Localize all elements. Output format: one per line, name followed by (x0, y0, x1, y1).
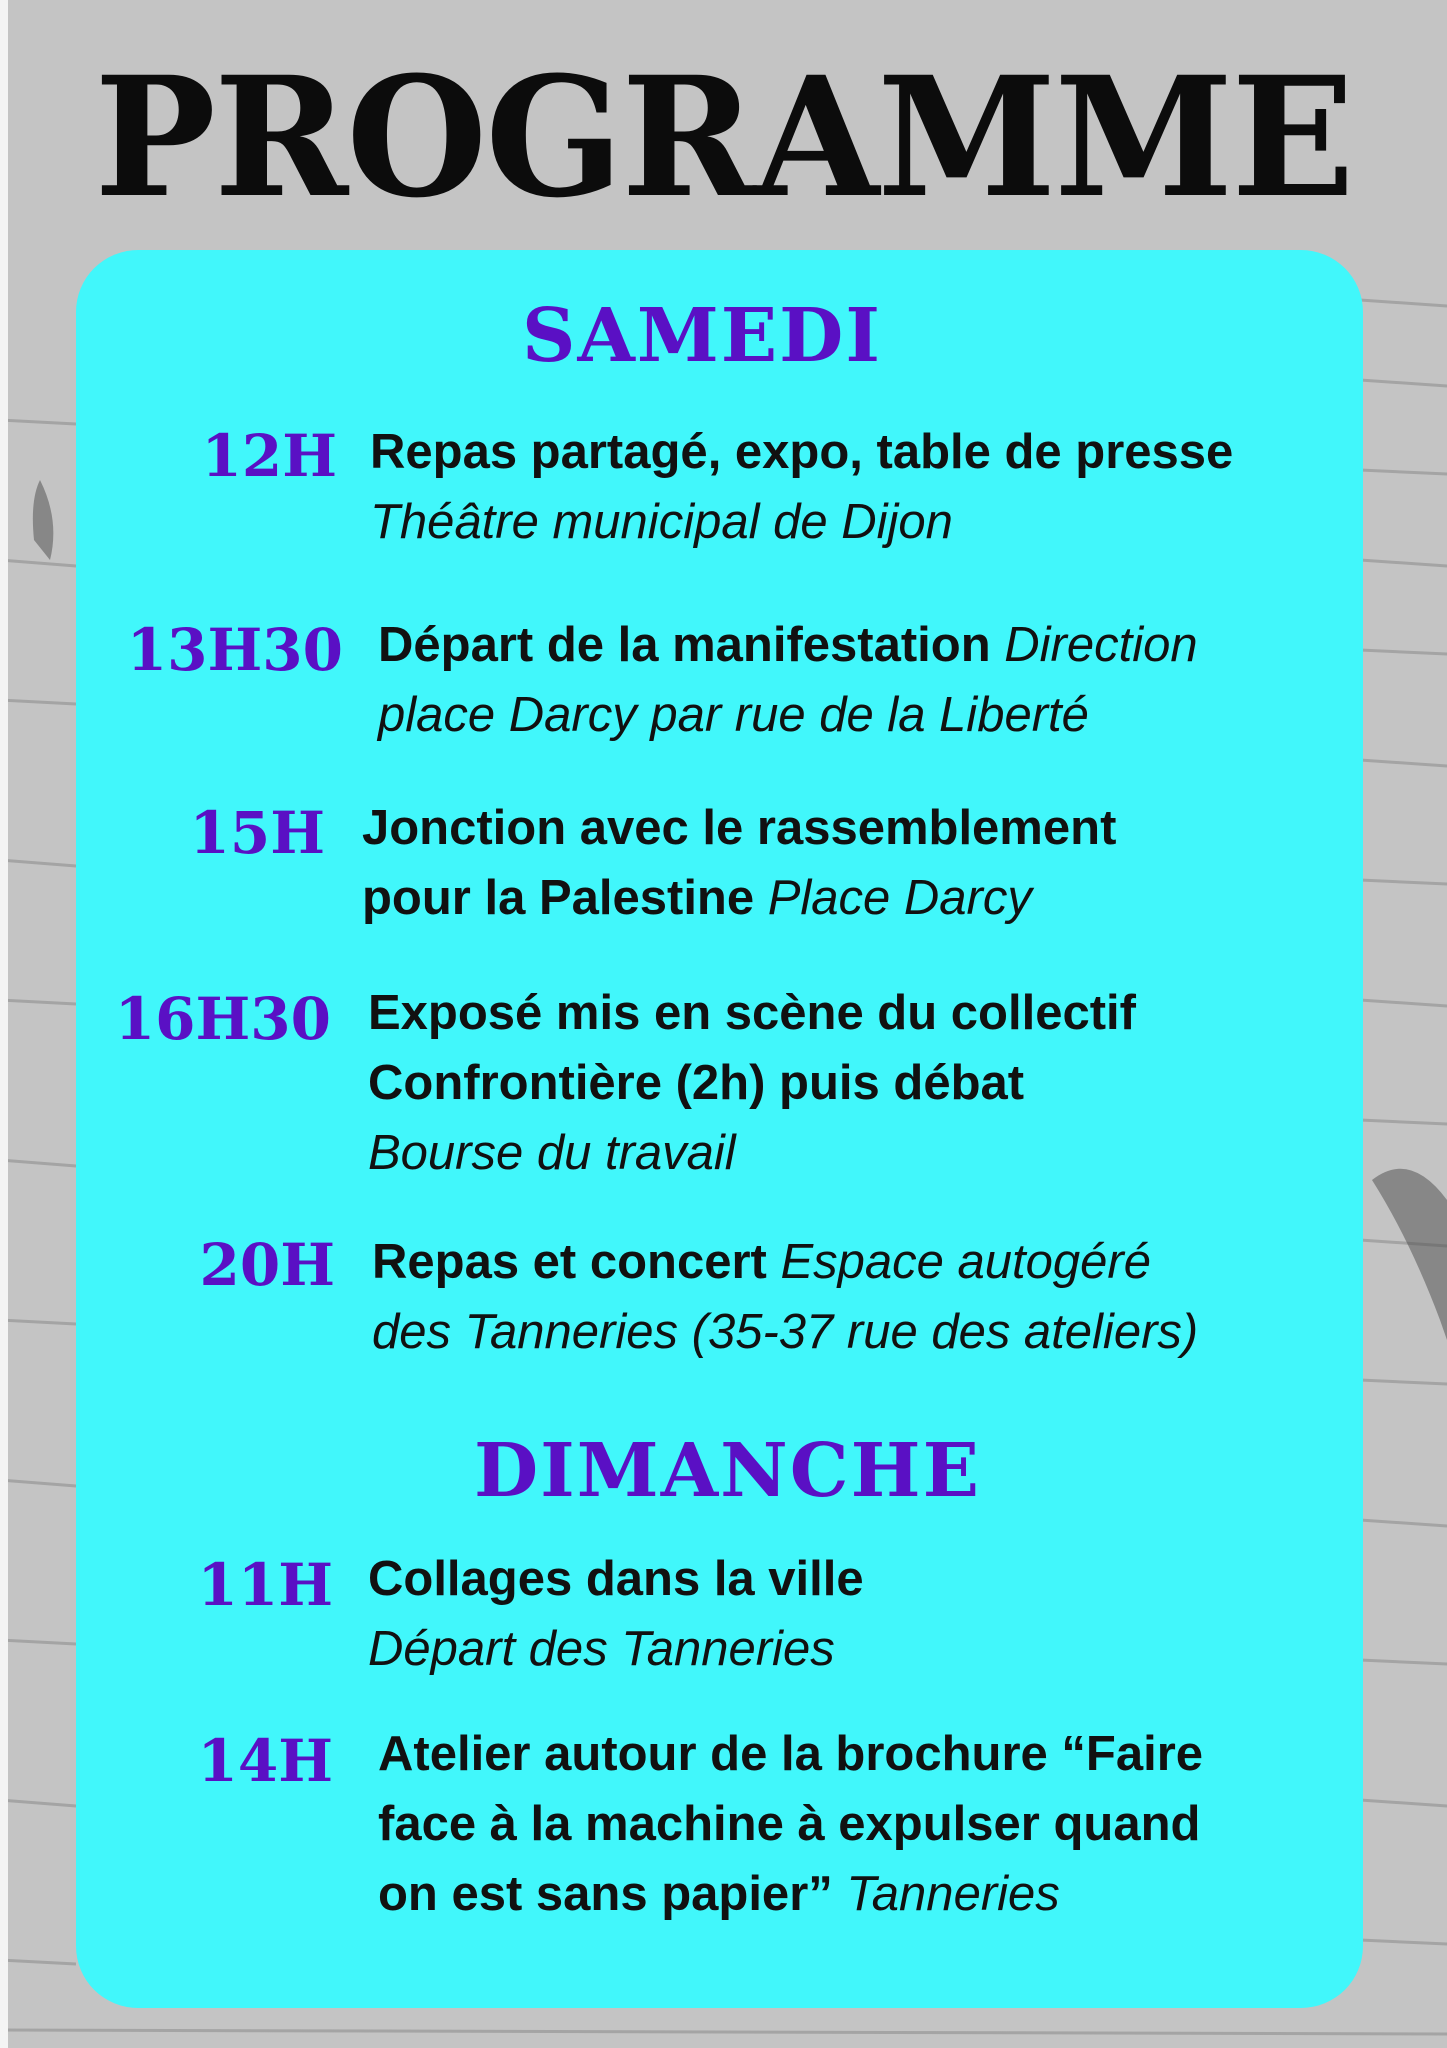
event-time: 16H30 (114, 985, 331, 1053)
event-line: Théâtre municipal de Dijon (370, 495, 953, 549)
event-description (378, 610, 1198, 750)
event-line: Bourse du travail (368, 1126, 736, 1180)
event-time: 13H30 (126, 616, 343, 684)
event-time: 14H (197, 1727, 333, 1795)
event-description (362, 793, 1116, 933)
event-line: Atelier autour de la brochure “Faire (378, 1727, 1204, 1781)
day-heading-dimanche: DIMANCHE (474, 1428, 981, 1514)
event-line: Repas partagé, expo, table de presse (370, 425, 1234, 479)
event-line: Départ de la manifestation Direction (378, 618, 1198, 672)
event-line: Confrontière (2h) puis débat (368, 1056, 1025, 1110)
event-description (368, 978, 1136, 1188)
event-description (378, 1719, 1203, 1929)
event-line: pour la Palestine Place Darcy (362, 871, 1032, 925)
event-time: 20H (199, 1231, 335, 1299)
event-line: Jonction avec le rassemblement (362, 801, 1117, 855)
event-line: Repas et concert Espace autogéré (372, 1235, 1151, 1289)
event-description (368, 1544, 864, 1684)
event-line: Départ des Tanneries (368, 1622, 835, 1676)
event-time: 11H (197, 1551, 333, 1619)
event-line: place Darcy par rue de la Liberté (378, 688, 1089, 742)
event-line: on est sans papier” Tanneries (378, 1867, 1060, 1921)
page-title: PROGRAMME (94, 40, 1353, 234)
event-description (372, 1227, 1198, 1367)
event-line: Exposé mis en scène du collectif (368, 986, 1136, 1040)
event-description (370, 417, 1233, 557)
event-line: des Tanneries (35-37 rue des ateliers) (372, 1305, 1199, 1359)
day-heading-samedi: SAMEDI (522, 293, 882, 379)
event-line: Collages dans la ville (368, 1552, 864, 1606)
event-time: 15H (189, 799, 325, 867)
event-time: 12H (201, 422, 337, 490)
event-line: face à la machine à expulser quand (378, 1797, 1201, 1851)
